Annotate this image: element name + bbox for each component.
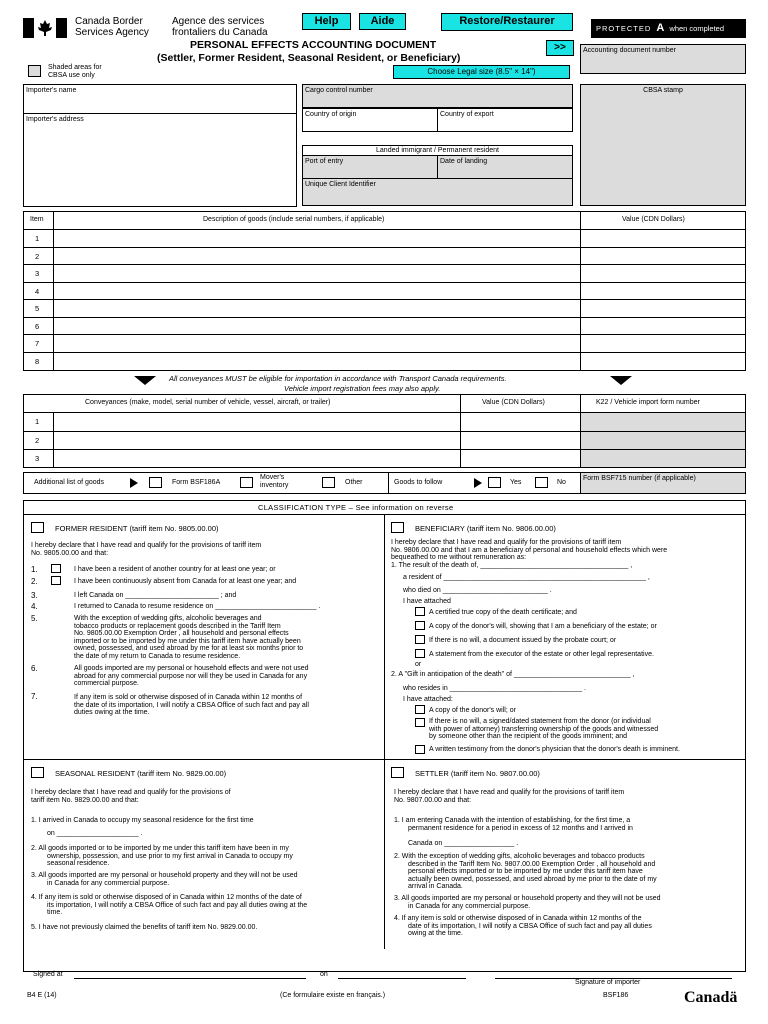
form-subtitle: (Settler, Former Resident, Seasonal Resident, or Beneficiary)	[157, 52, 461, 64]
bsf715-field	[580, 472, 746, 494]
goods-row-number: 5	[35, 304, 40, 313]
former-item5-4: imported or to be imported by me under this tariff item have actually been	[74, 637, 301, 645]
conv-row-value-input[interactable]	[461, 413, 579, 431]
settler-t2-4: actually been owned, possessed, and used abroad by me prior to the date of my	[408, 875, 657, 883]
seasonal-s4-1: 4. If any item is sold or otherwise disposed of in Canada within 12 months of the date of	[31, 894, 302, 901]
accounting-doc-label: Accounting document number	[583, 47, 676, 54]
seasonal-resident-checkbox[interactable]	[31, 767, 44, 778]
conv-row-number: 1	[35, 417, 40, 426]
protected-banner	[591, 19, 746, 38]
former-num-6: 6.	[31, 664, 38, 673]
conv-col-desc: Conveyances (make, model, serial number of vehicle, vessel, aircraft, or trailer)	[85, 399, 331, 406]
settler-intro-1: I hereby declare that I have read and qualify for the provisions of tariff item	[394, 789, 625, 796]
benef-c4-checkbox[interactable]	[415, 649, 425, 658]
former-resident-title: FORMER RESIDENT (tariff item No. 9805.00.00)	[55, 524, 219, 533]
benef-c2: A copy of the donor's will, showing that I am a beneficiary of the estate; or	[429, 623, 657, 630]
seasonal-s4-2: its importation, I will notify a CBSA Office of such fact and pay all duties owing at the	[47, 901, 308, 909]
former-item5-5: owned, possessed, and used abroad by me for at least six months prior to	[74, 645, 304, 652]
seasonal-s2-1: 2. All goods imported or to be imported by me under this tariff item have been in my	[31, 845, 289, 852]
goods-row-description-input[interactable]	[54, 335, 579, 352]
conv-row-description-input[interactable]	[54, 450, 459, 468]
former-num-1: 1.	[31, 565, 38, 574]
benef-b1: 1. The result of the death of, ______________________________________ ,	[391, 562, 633, 569]
cbsa-stamp-field	[580, 84, 746, 206]
benef-d3: A written testimony from the donor's physician that the donor's death is imminent.	[429, 746, 680, 753]
seasonal-s2-2: ownership, possession, and use prior to my first arrival in Canada to occupy my	[47, 852, 293, 860]
conv-row-description-input[interactable]	[54, 432, 459, 450]
french-note: (Ce formulaire existe en français.)	[280, 992, 386, 999]
other-checkbox[interactable]	[322, 477, 335, 488]
conv-row-value-input[interactable]	[461, 432, 579, 450]
settler-checkbox[interactable]	[391, 767, 404, 778]
former-intro-1: I hereby declare that I have read and qualify for the provisions of tariff item	[31, 542, 262, 549]
goods-row-number: 6	[35, 321, 40, 331]
canada-flag-icon	[23, 18, 67, 38]
date-line[interactable]	[338, 978, 466, 979]
bsf715-label: Form BSF715 number (if applicable)	[583, 475, 696, 482]
former-item5-2: tobacco products or replacement goods described in the Tariff Item	[74, 622, 281, 630]
conv-row-number: 2	[35, 435, 40, 445]
goods-row-value-input[interactable]	[581, 265, 745, 282]
settler-t3-2: in Canada for any commercial purpose.	[408, 902, 531, 910]
former-item3: I left Canada on ________________________ ; and	[74, 592, 237, 599]
importer-address-field[interactable]	[23, 113, 297, 207]
country-origin-field[interactable]	[302, 108, 438, 132]
conveyance-notice: All conveyances MUST be eligible for importation in accordance with Transport Canada requirements.	[169, 374, 507, 383]
goods-follow-label: Goods to follow	[394, 479, 443, 486]
port-of-entry-field	[302, 155, 438, 179]
goods-col-item: Item	[30, 216, 44, 223]
former-item7-1: If any item is sold or otherwise disposed of in Canada within 12 months of	[74, 694, 303, 701]
goods-row-number: 4	[35, 286, 40, 296]
triangle-right-icon	[130, 478, 138, 488]
former-item5-1: With the exception of wedding gifts, alcoholic beverages and	[74, 615, 262, 622]
cbsa-stamp-label: CBSA stamp	[643, 87, 683, 94]
date-landing-field	[437, 155, 573, 179]
goods-row-description-input[interactable]	[54, 283, 579, 300]
shaded-legend-1: Shaded areas for	[48, 64, 102, 71]
country-export-label: Country of export	[440, 111, 494, 118]
benef-c1: A certified true copy of the death certificate; and	[429, 609, 577, 616]
settler-t4-3: owing at the time.	[408, 930, 463, 937]
uci-field	[302, 178, 573, 206]
seasonal-s3-2: in Canada for any commercial purpose.	[47, 879, 170, 887]
importer-name-field[interactable]	[23, 84, 297, 114]
goods-row-description-input[interactable]	[54, 318, 579, 335]
goods-row-number: 3	[35, 269, 40, 278]
benef-or: or	[415, 661, 422, 668]
seasonal-s4-3: time.	[47, 909, 63, 916]
canada-wordmark: Canadä	[684, 989, 738, 1006]
settler-intro-2: No. 9807.00.00 and that:	[394, 796, 472, 804]
seasonal-s3-1: 3. All goods imported are my personal or household property and they will not be used	[31, 872, 298, 879]
former-item5-3: No. 9805.00.00 Exemption Order , all household and personal effects	[74, 630, 289, 637]
bsf-number: BSF186	[603, 992, 629, 999]
goods-row-value-input[interactable]	[581, 230, 745, 247]
benef-d2-2: with power of attorney) transferring ownership of the goods and witnessed	[429, 725, 659, 733]
benef-c1-checkbox[interactable]	[415, 607, 425, 616]
agency-name-en-2: Services Agency	[75, 27, 149, 38]
other-label: Other	[345, 479, 363, 486]
settler-t2-5: arrival in Canada.	[408, 883, 463, 890]
signed-at-line[interactable]	[74, 978, 306, 979]
benef-b2c: I have attached:	[403, 696, 453, 703]
goods-row-value-input[interactable]	[581, 300, 745, 317]
port-entry-label: Port of entry	[305, 158, 344, 165]
goods-row-number: 8	[35, 356, 40, 366]
importer-name-label: Importer's name	[26, 87, 77, 94]
former-item6-1: All goods imported are my personal or household effects and were not used	[74, 665, 309, 672]
legal-size-button[interactable]: Choose Legal size (8.5" × 14")	[393, 65, 570, 79]
seasonal-s1b: on _____________________ .	[47, 830, 143, 837]
signed-at-label: Signed at	[33, 971, 63, 978]
conv-row-description-input[interactable]	[54, 413, 459, 431]
former-num-2: 2.	[31, 577, 38, 586]
k22-column	[580, 412, 746, 468]
seasonal-s5: 5. I have not previously claimed the benefits of tariff item No. 9829.00.00.	[31, 924, 258, 931]
benef-intro-2: No. 9806.00.00 and that I am a beneficiary of personal and household effects which were	[391, 546, 668, 554]
shaded-legend-swatch	[28, 65, 41, 77]
conv-col-k22: K22 / Vehicle import form number	[596, 399, 700, 406]
former-item2: I have been continuously absent from Canada for at least one year; and	[74, 578, 297, 585]
former-item5-6: the date of my return to Canada to resume residence.	[74, 652, 241, 660]
goods-row-value-input[interactable]	[581, 335, 745, 352]
benef-d1-checkbox[interactable]	[415, 705, 425, 714]
date-landing-label: Date of landing	[440, 158, 488, 165]
additional-label: Additional list of goods	[34, 479, 105, 486]
benef-intro-1: I hereby declare that I have read and qualify for the provisions of tariff item	[391, 539, 622, 546]
goods-row-number: 7	[35, 339, 40, 348]
goods-row-number: 2	[35, 251, 40, 261]
protected-label: PROTECTED	[596, 24, 652, 33]
benef-intro-3: bequeathed to me without remuneration as:	[391, 554, 527, 561]
goods-row-number: 1	[35, 234, 40, 243]
former-item6-2: abroad for any commercial purpose nor will they be used in Canada for any	[74, 672, 308, 680]
benef-c3: If there is no will, a document issued by the probate court; or	[429, 637, 617, 644]
cargo-label: Cargo control number	[305, 87, 373, 94]
benef-b2: 2. A "Gift in anticipation of the death" of ______________________________ ,	[391, 671, 635, 678]
yes-label: Yes	[510, 479, 522, 486]
benef-b2b: who resides in __________________________________ .	[403, 685, 586, 692]
agency-name-en: Canada Border	[75, 16, 143, 27]
benef-b1b: a resident of ____________________________________________________ ,	[403, 574, 650, 581]
goods-row-value-input[interactable]	[581, 318, 745, 335]
benef-d2-3: by someone other than the recipient of the goods imminent; and	[429, 733, 628, 740]
goods-follow-yes-checkbox[interactable]	[488, 477, 501, 488]
former-intro-2: No. 9805.00.00 and that:	[31, 549, 109, 557]
seasonal-s2-3: seasonal residence.	[47, 860, 110, 867]
landed-label: Landed immigrant / Permanent resident	[376, 147, 499, 154]
former-item7-2: the date of its importation, I will notify a CBSA Office of such fact and pay all	[74, 701, 309, 709]
former-item1-checkbox[interactable]	[51, 564, 61, 573]
benef-d2-checkbox[interactable]	[415, 718, 425, 727]
accounting-doc-number-field[interactable]	[580, 44, 746, 74]
seasonal-s1: 1. I arrived in Canada to occupy my seasonal residence for the first time	[31, 817, 254, 824]
movers-inventory-checkbox[interactable]	[240, 477, 253, 488]
restore-button[interactable]: Restore/Restaurer	[441, 13, 573, 31]
benef-c3-checkbox[interactable]	[415, 635, 425, 644]
cargo-control-field	[302, 84, 573, 108]
country-origin-label: Country of origin	[305, 111, 357, 118]
goods-row-description-input[interactable]	[54, 353, 579, 370]
agency-name-fr: Agence des services	[172, 16, 265, 27]
beneficiary-title: BENEFICIARY (tariff item No. 9806.00.00)	[415, 524, 556, 533]
country-export-field[interactable]	[437, 108, 573, 132]
signature-label: Signature of importer	[575, 979, 641, 986]
goods-col-desc: Description of goods (include serial numbers, if applicable)	[203, 216, 385, 223]
settler-t4-1: 4. If any item is sold or otherwise disposed of in Canada within 12 months of the	[394, 915, 642, 922]
form-bsf186a-checkbox[interactable]	[149, 477, 162, 488]
conv-row-value-input[interactable]	[461, 450, 579, 468]
form-title: PERSONAL EFFECTS ACCOUNTING DOCUMENT	[190, 39, 437, 51]
protected-when: when completed	[669, 24, 725, 33]
benef-c4: A statement from the executor of the estate or other legal representative.	[429, 651, 654, 658]
goods-row-description-input[interactable]	[54, 300, 579, 317]
settler-t2-1: 2. With the exception of wedding gifts, alcoholic beverages and tobacco products	[394, 853, 645, 860]
classification-title: CLASSIFICATION TYPE – See information on reverse	[258, 503, 454, 512]
former-item4: I returned to Canada to resume residence on __________________________ .	[74, 603, 321, 610]
uci-label: Unique Client Identifier	[305, 181, 376, 188]
goods-row-value-input[interactable]	[581, 283, 745, 300]
movers-label-2: inventory	[260, 482, 289, 489]
goods-row-value-input[interactable]	[581, 353, 745, 370]
no-label: No	[557, 479, 566, 486]
settler-t1b: Canada on __________________ .	[408, 840, 519, 847]
benef-b1d: I have attached	[403, 598, 451, 605]
settler-t1-2: permanent residence for a period in excess of 12 months and I arrived in	[408, 824, 633, 832]
seasonal-title: SEASONAL RESIDENT (tariff item No. 9829.00.00)	[55, 769, 227, 778]
benef-c2-checkbox[interactable]	[415, 621, 425, 630]
settler-t4-2: date of its importation, I will notify a CBSA Office of such fact and pay all duties	[408, 922, 652, 930]
settler-t1-1: 1. I am entering Canada with the intention of establishing, for the first time, a	[394, 817, 631, 824]
triangle-right-icon-2	[474, 478, 482, 488]
conv-row-number: 3	[35, 454, 40, 464]
benef-d1: A copy of the donor's will; or	[429, 707, 516, 714]
goods-row-value-input[interactable]	[581, 248, 745, 265]
help-button[interactable]: Help	[302, 13, 351, 30]
benef-d2-1: If there is no will, a signed/dated statement from the donor (or individual	[429, 718, 651, 725]
down-arrow-left-icon	[134, 376, 156, 385]
down-arrow-right-icon	[610, 376, 632, 385]
importer-address-label: Importer's address	[26, 116, 84, 123]
goods-follow-no-checkbox[interactable]	[535, 477, 548, 488]
form-code: B4 E (14)	[27, 992, 57, 999]
former-item6-3: commercial purpose.	[74, 680, 139, 687]
former-num-3: 3.	[31, 591, 38, 600]
former-item7-3: duties owing at the time.	[74, 709, 150, 716]
former-num-5: 5.	[31, 614, 38, 623]
benef-b1c: who died on ___________________________ .	[403, 587, 552, 594]
shaded-legend-2: CBSA use only	[48, 72, 95, 79]
goods-row-description-input[interactable]	[54, 265, 579, 282]
fees-notice: Vehicle import registration fees may also apply.	[284, 384, 441, 393]
form-bsf186a-label: Form BSF186A	[172, 479, 221, 486]
seasonal-intro-1: I hereby declare that I have read and qualify for the provisions of	[31, 789, 231, 796]
movers-label-1: Mover's	[260, 474, 285, 481]
next-page-button[interactable]: >>	[546, 40, 574, 56]
former-num-7: 7.	[31, 692, 38, 701]
former-item2-checkbox[interactable]	[51, 576, 61, 585]
former-num-4: 4.	[31, 602, 38, 611]
settler-t2-3: personal effects imported or to be imported by me under this tariff item have	[408, 868, 643, 875]
conv-col-value: Value (CDN Dollars)	[482, 399, 545, 406]
seasonal-intro-2: tariff item No. 9829.00.00 and that:	[31, 796, 139, 804]
goods-row-description-input[interactable]	[54, 248, 579, 265]
aide-button[interactable]: Aide	[359, 13, 406, 30]
beneficiary-checkbox[interactable]	[391, 522, 404, 533]
former-resident-checkbox[interactable]	[31, 522, 44, 533]
settler-title: SETTLER (tariff item No. 9807.00.00)	[415, 769, 540, 778]
former-item1: I have been a resident of another country for at least one year; or	[74, 566, 276, 573]
benef-d3-checkbox[interactable]	[415, 745, 425, 754]
goods-col-value: Value (CDN Dollars)	[622, 216, 685, 223]
goods-row-description-input[interactable]	[54, 230, 579, 247]
protected-a: A	[656, 22, 665, 34]
on-label: on	[320, 971, 328, 978]
settler-t3-1: 3. All goods imported are my personal or household property and they will not be used	[394, 895, 661, 902]
settler-t2-2: described in the Tariff Item No. 9807.00.00 Exemption Order , all household and	[408, 860, 656, 868]
agency-name-fr-2: frontaliers du Canada	[172, 27, 268, 38]
